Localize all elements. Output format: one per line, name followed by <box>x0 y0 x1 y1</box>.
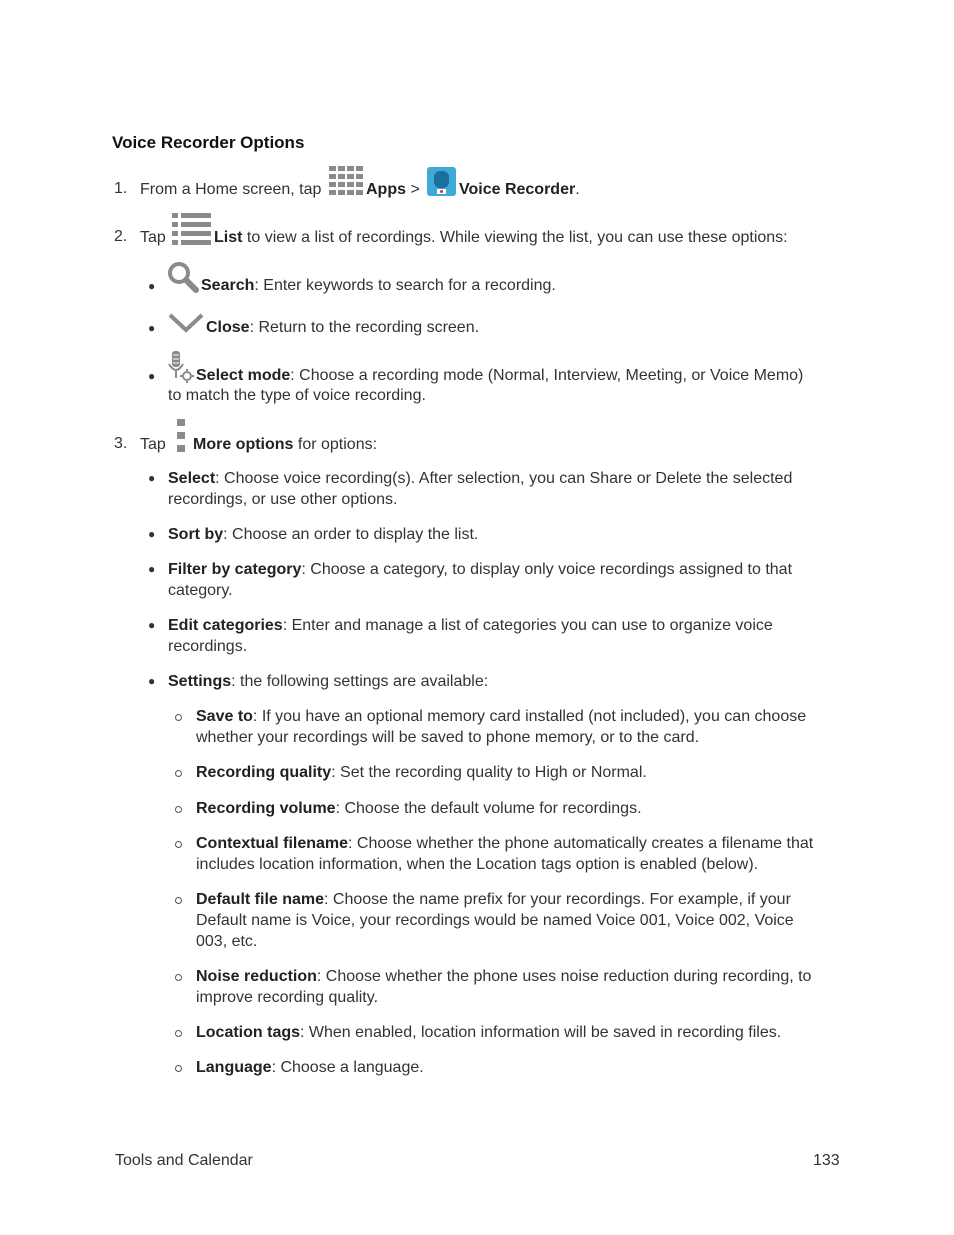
voice-recorder-app-icon <box>427 167 456 196</box>
more-options-icon <box>177 419 186 453</box>
step-text: From a Home screen, tap <box>140 181 322 198</box>
option-desc: : Return to the recording screen. <box>249 319 480 336</box>
option-desc: : Choose a recording mode (Normal, Interview, Meeting, or Voice Memo) <box>290 367 804 384</box>
option-term: Select <box>168 470 216 487</box>
setting-desc: : Choose whether the phone uses noise reduction during recording, to <box>316 968 812 985</box>
step-1-text <box>140 179 321 200</box>
page-number: 133 <box>813 1152 840 1169</box>
option-term: Sort by <box>168 526 224 543</box>
option-desc-cont: recordings. <box>168 638 248 655</box>
setting-desc: : If you have an optional memory card installed (not included), you can choose <box>252 708 807 725</box>
sub-bullet <box>175 770 182 777</box>
option-desc-cont: to match the type of voice recording. <box>168 387 426 404</box>
bullet: ● <box>148 471 156 485</box>
setting-desc-cont: 003, etc. <box>196 933 258 950</box>
mic-settings-icon <box>168 350 194 384</box>
bullet: ● <box>148 618 156 632</box>
option-desc: : Enter keywords to search for a recording. <box>254 277 556 294</box>
bullet: ● <box>148 369 156 383</box>
option-term: Settings <box>168 673 232 690</box>
bullet: ● <box>148 321 156 335</box>
list-icon <box>172 212 212 246</box>
tap-text: Tap <box>140 229 166 246</box>
apps-label: Apps <box>366 181 406 198</box>
step-text: for options: <box>297 436 378 453</box>
option-term: Select mode <box>196 367 291 384</box>
step-number: 2. <box>114 228 128 245</box>
sub-bullet <box>175 1065 182 1072</box>
setting-desc: : Choose the default volume for recordings. <box>335 800 642 817</box>
sub-bullet <box>175 974 182 981</box>
option-desc: : Enter and manage a list of categories you can use to organize voice <box>282 617 773 634</box>
option-desc: : Choose voice recording(s). After selection, you can Share or Delete the selected <box>215 470 793 487</box>
option-desc: : Choose an order to display the list. <box>223 526 479 543</box>
setting-desc-cont: Default name is Voice, your recordings would be named Voice 001, Voice 002, Voice <box>196 912 794 929</box>
option-term: Edit categories <box>168 617 283 634</box>
option-term: Close <box>206 319 250 336</box>
voice-recorder-label: Voice Recorder <box>459 181 576 198</box>
bullet: ● <box>148 527 156 541</box>
chevron-down-icon <box>168 312 204 334</box>
setting-term: Recording quality <box>196 764 332 781</box>
footer-section: Tools and Calendar <box>115 1152 253 1169</box>
tap-text: Tap <box>140 436 166 453</box>
setting-term: Noise reduction <box>196 968 317 985</box>
option-desc: : the following settings are available: <box>231 673 489 690</box>
setting-term: Language <box>196 1059 272 1076</box>
option-term: Filter by category <box>168 561 302 578</box>
setting-term: Save to <box>196 708 253 725</box>
more-options-label: More options <box>193 436 294 453</box>
option-term: Search <box>201 277 255 294</box>
sub-bullet <box>175 806 182 813</box>
step-text: to view a list of recordings. While viewing the list, you can use these options: <box>246 229 788 246</box>
step-number: 1. <box>114 180 128 197</box>
bullet: ● <box>148 279 156 293</box>
setting-desc: : Choose whether the phone automatically creates a filename that <box>348 835 814 852</box>
apps-grid-icon <box>329 166 364 196</box>
setting-term: Contextual filename <box>196 835 349 852</box>
option-desc-cont: recordings, or use other options. <box>168 491 398 508</box>
sub-bullet <box>175 897 182 904</box>
period: . <box>575 181 580 198</box>
option-desc: : Choose a category, to display only voice recordings assigned to that <box>301 561 793 578</box>
option-desc-cont: category. <box>168 582 233 599</box>
list-label: List <box>214 229 243 246</box>
setting-term: Location tags <box>196 1024 301 1041</box>
setting-desc: : Set the recording quality to High or Normal. <box>331 764 647 781</box>
setting-desc-cont: improve recording quality. <box>196 989 379 1006</box>
setting-desc: : Choose a language. <box>271 1059 424 1076</box>
search-icon <box>167 261 199 293</box>
setting-term: Recording volume <box>196 800 336 817</box>
step-number: 3. <box>114 435 128 452</box>
bullet: ● <box>148 674 156 688</box>
sub-bullet <box>175 714 182 721</box>
sub-bullet <box>175 841 182 848</box>
bullet: ● <box>148 562 156 576</box>
arrow-separator: > <box>410 181 420 198</box>
setting-desc: : When enabled, location information will be saved in recording files. <box>300 1024 782 1041</box>
sub-bullet <box>175 1030 182 1037</box>
setting-desc-cont: whether your recordings will be saved to phone memory, or to the card. <box>196 729 700 746</box>
setting-desc-cont: includes location information, when the Location tags option is enabled (below). <box>196 856 759 873</box>
page-title: Voice Recorder Options <box>112 133 305 152</box>
setting-term: Default file name <box>196 891 325 908</box>
setting-desc: : Choose the name prefix for your recordings. For example, if your <box>324 891 791 908</box>
